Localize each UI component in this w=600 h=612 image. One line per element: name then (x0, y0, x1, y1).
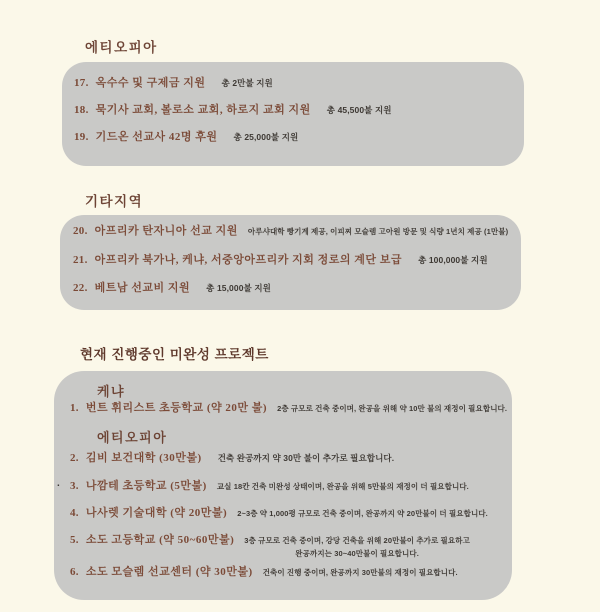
item-title: 소도 고등학교 (약 50~60만불) (85, 534, 235, 546)
item-detail: 총 15,000불 지원 (206, 283, 271, 293)
item-title: 베트남 선교비 지원 (94, 282, 191, 294)
stray-period-mark: . (57, 478, 60, 489)
item-title: 옥수수 및 구제금 지원 (95, 77, 206, 89)
list-item (70, 399, 507, 415)
item-detail: 총 100,000불 지원 (418, 255, 488, 265)
list-item (73, 251, 488, 267)
item-title: 김비 보건대학 (30만불) (85, 452, 202, 464)
item-detail: 총 25,000불 지원 (233, 132, 299, 142)
item-number: 19. (74, 131, 89, 143)
item-number: 20. (73, 225, 88, 237)
list-item (70, 531, 470, 560)
list-item (73, 279, 271, 295)
item-title: 나사렛 기술대학 (약 20만불) (85, 507, 228, 519)
item-number: 18. (74, 104, 89, 116)
item-title: 번트 휘리스트 초등학교 (약 20만 불) (85, 402, 268, 414)
list-item (70, 477, 469, 493)
item-detail: 건축이 진행 중이며, 완공까지 30만불의 재정이 필요합니다. (262, 568, 458, 577)
item-number: 2. (70, 452, 79, 464)
item-number: 22. (73, 282, 88, 294)
region-heading-kenya: 케냐 (97, 384, 126, 399)
list-item (74, 74, 273, 90)
item-number: 1. (70, 402, 79, 414)
item-title: 소도 모슬렘 선교센터 (약 30만불) (85, 566, 253, 578)
list-item (70, 504, 488, 520)
item-detail: 2층 규모로 건축 중이며, 완공을 위해 약 10만 불의 재정이 필요합니다. (277, 404, 508, 413)
list-item (73, 222, 508, 238)
item-detail: 총 2만불 지원 (221, 78, 273, 88)
projects-heading: 현재 진행중인 미완성 프로젝트 (80, 347, 269, 362)
item-title: 묵기사 교회, 볼로소 교회, 하로지 교회 지원 (95, 104, 311, 116)
item-number: 21. (73, 254, 88, 266)
list-item (70, 563, 458, 579)
item-title: 기드온 선교사 42명 후원 (95, 131, 218, 143)
list-item (74, 128, 298, 144)
item-number: 6. (70, 566, 79, 578)
item-title: 아프리카 탄자니아 선교 지원 (94, 225, 238, 237)
item-number: 5. (70, 534, 79, 546)
item-detail: 교실 18칸 건축 미완성 상태이며, 완공을 위해 5만불의 재정이 더 필요합니다. (216, 482, 469, 491)
section-heading-other-regions: 기타지역 (85, 194, 144, 209)
item-number: 4. (70, 507, 79, 519)
item-detail: 2~3층 약 1,000평 규모로 건축 중이며, 완공까지 약 20만불이 더 필요합니다. (237, 509, 488, 518)
panel-projects (54, 371, 512, 600)
item-number: 3. (70, 480, 79, 492)
region-heading-ethiopia: 에티오피아 (97, 430, 168, 445)
item-title: 나깜테 초등학교 (5만불) (85, 480, 207, 492)
item-detail (244, 534, 470, 560)
section-heading-ethiopia: 에티오피아 (85, 40, 158, 55)
item-detail-line2: 완공까지는 30~40만불이 필요합니다. (295, 549, 419, 558)
list-item (70, 449, 394, 465)
list-item (74, 101, 392, 117)
item-detail-line1: 3층 규모로 건축 중이며, 강당 건축을 위해 20만불이 추가로 필요하고 (244, 536, 470, 545)
panel-other-regions (60, 215, 521, 310)
item-title: 아프리카 북가나, 케냐, 서중앙아프리카 지회 정로의 계단 보급 (94, 254, 403, 266)
item-detail: 총 45,500불 지원 (326, 105, 392, 115)
panel-ethiopia (62, 62, 524, 166)
item-number: 17. (74, 77, 89, 89)
item-detail: 건축 완공까지 약 30만 불이 추가로 필요합니다. (217, 453, 395, 463)
item-detail: 아루샤대학 빵기계 제공, 이피찌 모슬렘 고아원 방문 및 식량 1년치 제공 (1만불) (247, 227, 509, 236)
